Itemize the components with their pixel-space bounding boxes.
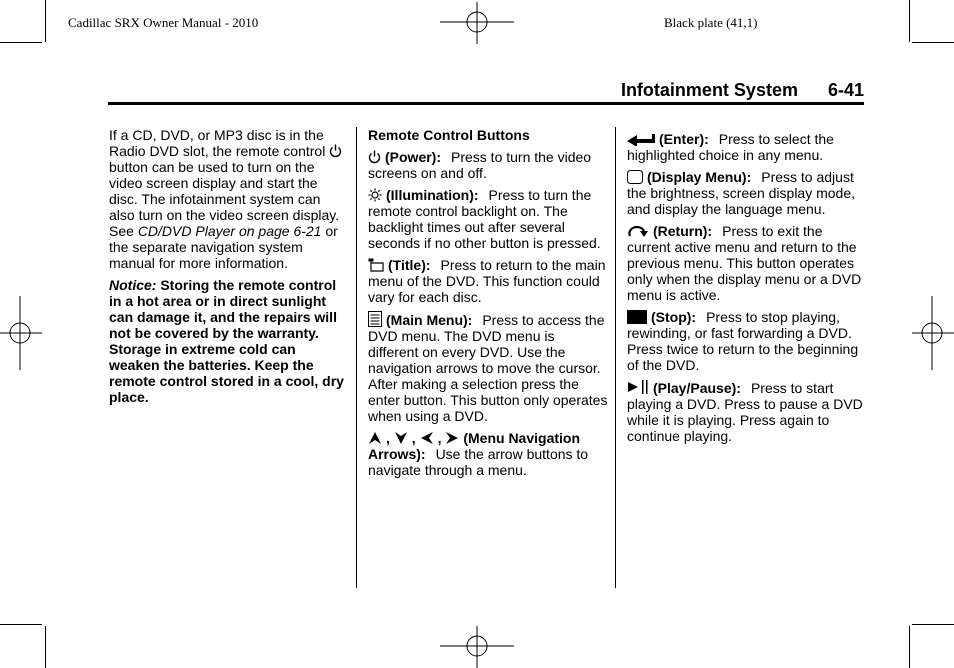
intro-paragraph	[109, 127, 347, 271]
registration-mark-left	[0, 296, 42, 370]
power-entry	[368, 149, 608, 181]
return-label: (Return):	[653, 223, 713, 239]
main-menu-text: Press to access the DVD menu. The DVD menu is different on every DVD. Use the navigation arrows to move the cursor. After making a selection press the enter button. This button only operates when using a DVD.	[368, 312, 608, 424]
navigation-arrows-label: (Menu Navigation Arrows):	[368, 430, 581, 462]
illumination-label: (Illumination):	[386, 187, 479, 203]
illumination-entry	[368, 187, 608, 251]
title-text: Press to return to the main menu of the DVD. This function could vary for each disc.	[368, 257, 606, 305]
enter-icon	[627, 134, 655, 146]
plate-label: Black plate (41,1)	[664, 15, 758, 30]
column-1	[109, 127, 347, 411]
registration-mark-top	[440, 2, 514, 44]
return-text: Press to exit the current active menu and return to the previous menu. This button operates only when the display menu or a DVD menu is active.	[627, 223, 862, 303]
display-menu-icon	[627, 170, 643, 184]
intro-text-b: button can be used to turn on the video screen display and start the disc. The infotainment system can also turn on the video screen display. See	[109, 159, 340, 239]
power-icon	[329, 144, 342, 158]
stop-entry	[627, 309, 867, 373]
section-header	[108, 80, 864, 101]
play-pause-icon	[627, 379, 649, 395]
return-entry	[627, 223, 867, 303]
enter-label: (Enter):	[659, 131, 709, 147]
stop-text: Press to stop playing, rewinding, or fast forwarding a DVD. Press twice to return to the beginning of the DVD.	[627, 309, 859, 373]
notice-paragraph	[109, 277, 347, 405]
return-icon	[627, 224, 649, 238]
notice-text: Storing the remote control in a hot area or in direct sunlight can damage it, and the repairs will not be covered by the warranty. Storage in extreme cold can weaken the batteries. Keep the remote control stored in a cool, dry place.	[109, 277, 344, 405]
column-divider-2	[615, 127, 616, 588]
column-divider-1	[356, 127, 357, 588]
display-menu-text: Press to adjust the brightness, screen display mode, and display the language menu.	[627, 169, 856, 217]
cross-reference-link[interactable]: CD/DVD Player on page 6-21	[137, 223, 322, 239]
stop-icon	[627, 310, 647, 324]
registration-mark-bottom	[440, 626, 514, 668]
display-menu-label: (Display Menu):	[647, 169, 752, 185]
remote-buttons-heading: Remote Control Buttons	[368, 127, 530, 143]
power-label: (Power):	[385, 149, 441, 165]
title-icon	[368, 258, 384, 272]
illumination-icon	[368, 188, 382, 202]
main-menu-icon	[368, 311, 382, 327]
play-pause-text: Press to start playing a DVD. Press to pause a DVD while it is playing. Press again to continue playing.	[627, 380, 863, 444]
header-rule	[108, 102, 864, 105]
arrow-down-icon	[394, 431, 408, 445]
title-entry	[368, 257, 608, 305]
main-menu-label: (Main Menu):	[386, 312, 473, 328]
power-text: Press to turn the video screens on and off.	[368, 149, 592, 181]
main-menu-entry	[368, 311, 608, 424]
registration-mark-right	[912, 296, 954, 370]
enter-entry	[627, 131, 867, 163]
arrow-left-icon	[420, 431, 434, 445]
navigation-arrows-entry: , , , (Menu Navigation Arrows): Use the arrow buttons to navigate through a menu.	[368, 430, 589, 478]
illumination-text: Press to turn the remote control backlight on. The backlight times out after several seconds if no other button is pressed.	[368, 187, 601, 251]
intro-text-a: If a CD, DVD, or MP3 disc is in the Radio DVD slot, the remote control	[109, 127, 326, 159]
section-title: Infotainment System	[620, 80, 798, 100]
notice-label: Notice:	[109, 277, 157, 293]
manual-title: Cadillac SRX Owner Manual - 2010	[68, 15, 259, 30]
title-label: (Title):	[388, 257, 431, 273]
stop-label: (Stop):	[651, 309, 697, 325]
power-icon	[368, 150, 381, 164]
intro-text-c: or the separate navigation system manual for more information.	[109, 223, 338, 271]
arrow-up-icon	[368, 431, 382, 445]
play-pause-entry	[627, 379, 867, 444]
page-number: 6-41	[827, 80, 864, 100]
column-2	[368, 127, 608, 484]
arrow-right-icon	[445, 431, 459, 445]
navigation-arrows-text: Use the arrow buttons to navigate through a menu.	[368, 446, 589, 478]
enter-text: Press to select the highlighted choice in any menu.	[627, 131, 834, 163]
column-3	[627, 131, 867, 450]
display-menu-entry	[627, 169, 867, 217]
play-pause-label: (Play/Pause):	[653, 380, 741, 396]
